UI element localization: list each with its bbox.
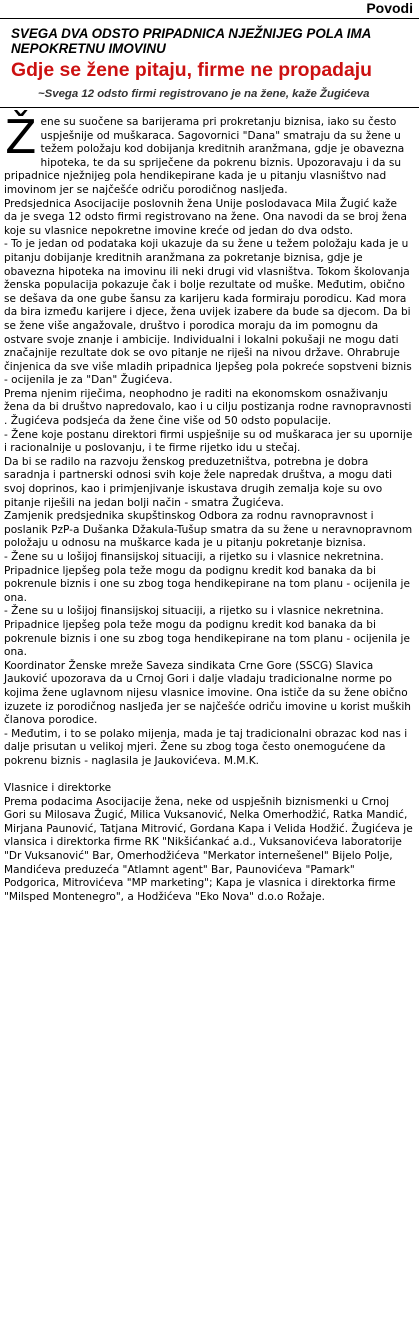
article-headline: Gdje se žene pitaju, firme ne propadaju [11, 59, 372, 81]
drop-cap: Ž [5, 110, 37, 164]
article-lead-paragraph [4, 110, 413, 198]
article-paragraph: - Žene su u lošijoj finansijskoj situaciji, a rijetko su i vlasnice nekretnina. Pripadnice ljepšeg pola teže mogu da podignu kredit kod banaka da bi pokrenule biznis i one su zbog toga hendikepirane na tom planu - ocijenila je ona. [4, 551, 410, 604]
article-paragraph: Da bi se radilo na razvoju ženskog preduzetništva, potrebna je dobra saradnja i partnerski odnosi svih koje žele napredak društva, a mogu dati svoj doprinos, kao i primjenjivanje iskustava drugih zemalja koje su ovo pitanje riješili na jedan bolji način - smatra Žugićeva. [4, 455, 393, 509]
sidebar-heading: Vlasnice i direktorke [4, 782, 112, 795]
section-header [0, 0, 419, 19]
article-paragraph: Koordinator Ženske mreže Saveza sindikata Crne Gore (SSCG) Slavica Jauković upozorava da u Crnoj Gori i dalje vladaju tradicionalne norme po kojima žene uglavnom nijesu vlasnice imovine. Ona ističe da su žene obično izuzete iz porodičnog nasljeđa jer se najčešće odriču imovine u korist muških članova porodice. [4, 659, 411, 727]
sidebar-paragraph: Prema podacima Asocijacije žena, neke od uspješnih biznismenki u Crnoj Gori su Milosava Žugić, Milica Vuksanović, Nelka Omerhodžić, Ratka Mandić, Mirjana Paunović, Tatjana Mitrović, Gordana Kapa i Velida Hodžić. Žugićeva je vlansica i direktorka firme RK "Nikšićankać a.d., Vuksanovićeva laboratorije "Dr Vuksanović" Bar, Omerhodžićeva "Merkator internešenel" Bijelo Polje, Mandićeva preduzeća "Atlamnt agent" Bar, Paunovićeva "Pamark" Podgorica, Mitrovićeva "MP marketing"; Kapa je vlasnica i direktorka firme "Milsped Montenegro", a Hodžićeva "Eko Nova" d.o.o Rožaje. [4, 795, 413, 903]
article-paragraph: - Međutim, i to se polako mijenja, mada je taj tradicionalni obrazac kod nas i dalje prisutan u velikoj mjeri. Žene su zbog toga često onemogućene da pokrenu biznis - naglasila je Jaukovićeva. M.M.K. [4, 727, 408, 767]
article-paragraph: - Žene su u lošijoj finansijskoj situaciji, a rijetko su i vlasnice nekretnina. Pripadnice ljepšeg pola teže mogu da podignu kredit kod banaka da bi pokrenule biznis i one su zbog toga hendikepirane na tom planu - ocijenila je ona. [4, 605, 410, 659]
article-paragraph: Predsjednica Asocijacije poslovnih žena Unije poslodavaca Mila Žugić kaže da je svega 12 odsto firmi registrovano na žene. Ona navodi da se broj žena koje su vlasnice nepokretne imovine kreće od jedan do dva odsto. [4, 197, 407, 237]
article-paragraph: - To je jedan od podataka koji ukazuje da su žene u težem položaju kada je u pitanju dobijanje kreditnih aranžmana za pokretanje biznisa, gdje je obavezna hipoteka na imovinu ili neki drugi vid vlasništva. Tokom školovanja ženska populacija pokazuje čak i bolje rezultate od muške. Međutim, obično se dešava da one gube šansu za karijeru kada formiraju porodicu. Kad mora da bira između karijere i djece, žena uvijek izabere da bude sa djecom. Da bi se žene više angažovale, društvo i porodica moraju da im pomognu da ostvare svoje znanje i ambicije. Individualni i lokalni pokušaji ne mogu dati značajnije rezultate dok se ovo pitanje ne riješi na nivou države. Ohrabruje činjenica da sve više mladih pripadnica ljepšeg pola pokreće sopstveni biznis - ocijenila je za "Dan" Žugićeva. [4, 238, 412, 387]
article-paragraph: Zamjenik predsjednika skupštinskog Odbora za rodnu ravnopravnost i poslanik PzP-a Dušanka Džakula-Tušup smatra da su žene u neravnopravnom položaju u odnosu na muškarce kada je u pitanju pokretanje biznisa. [4, 510, 413, 550]
article-body [4, 110, 413, 904]
article-paragraph: - Žene koje postanu direktori firmi uspješnije su od muškaraca jer su upornije i racionalnije u poslovanju, i te firme rijetko idu u stečaj. [4, 428, 413, 455]
divider [0, 107, 419, 108]
article-kicker: SVEGA DVA ODSTO PRIPADNICA NJEŽNIJEG POLA IMA NEPOKRETNU IMOVINU [11, 26, 371, 56]
article-subtitle: ~Svega 12 odsto firmi registrovano je na žene, kaže Žugićeva [38, 88, 370, 100]
article-paragraph: Prema njenim riječima, neophodno je raditi na ekonomskom osnaživanju žena da bi društvo napredovalo, kao i u cilju postizanja rodne ravnopravnosti . Žugićeva podsjeća da žene čine više od 50 odsto populacije. [4, 387, 412, 428]
section-label: Povodi [366, 0, 413, 16]
lead-paragraph-text: ene su suočene sa barijerama pri prokretanju biznisa, iako su često uspješnije od muškaraca. Sagovornici "Dana" smatraju da su žene u težem položaju kod dobijanja kreditnih aranžmana, gdje je obavezna hipoteka, te da su spriječene da pokrenu biznis. Upozoravaju i da su pripadnice nježnijeg pola hendikepirane kada je u pitanju vlasništvo nad imovinom jer se najčešće odriču porodičnog nasljeđa. [4, 116, 405, 196]
